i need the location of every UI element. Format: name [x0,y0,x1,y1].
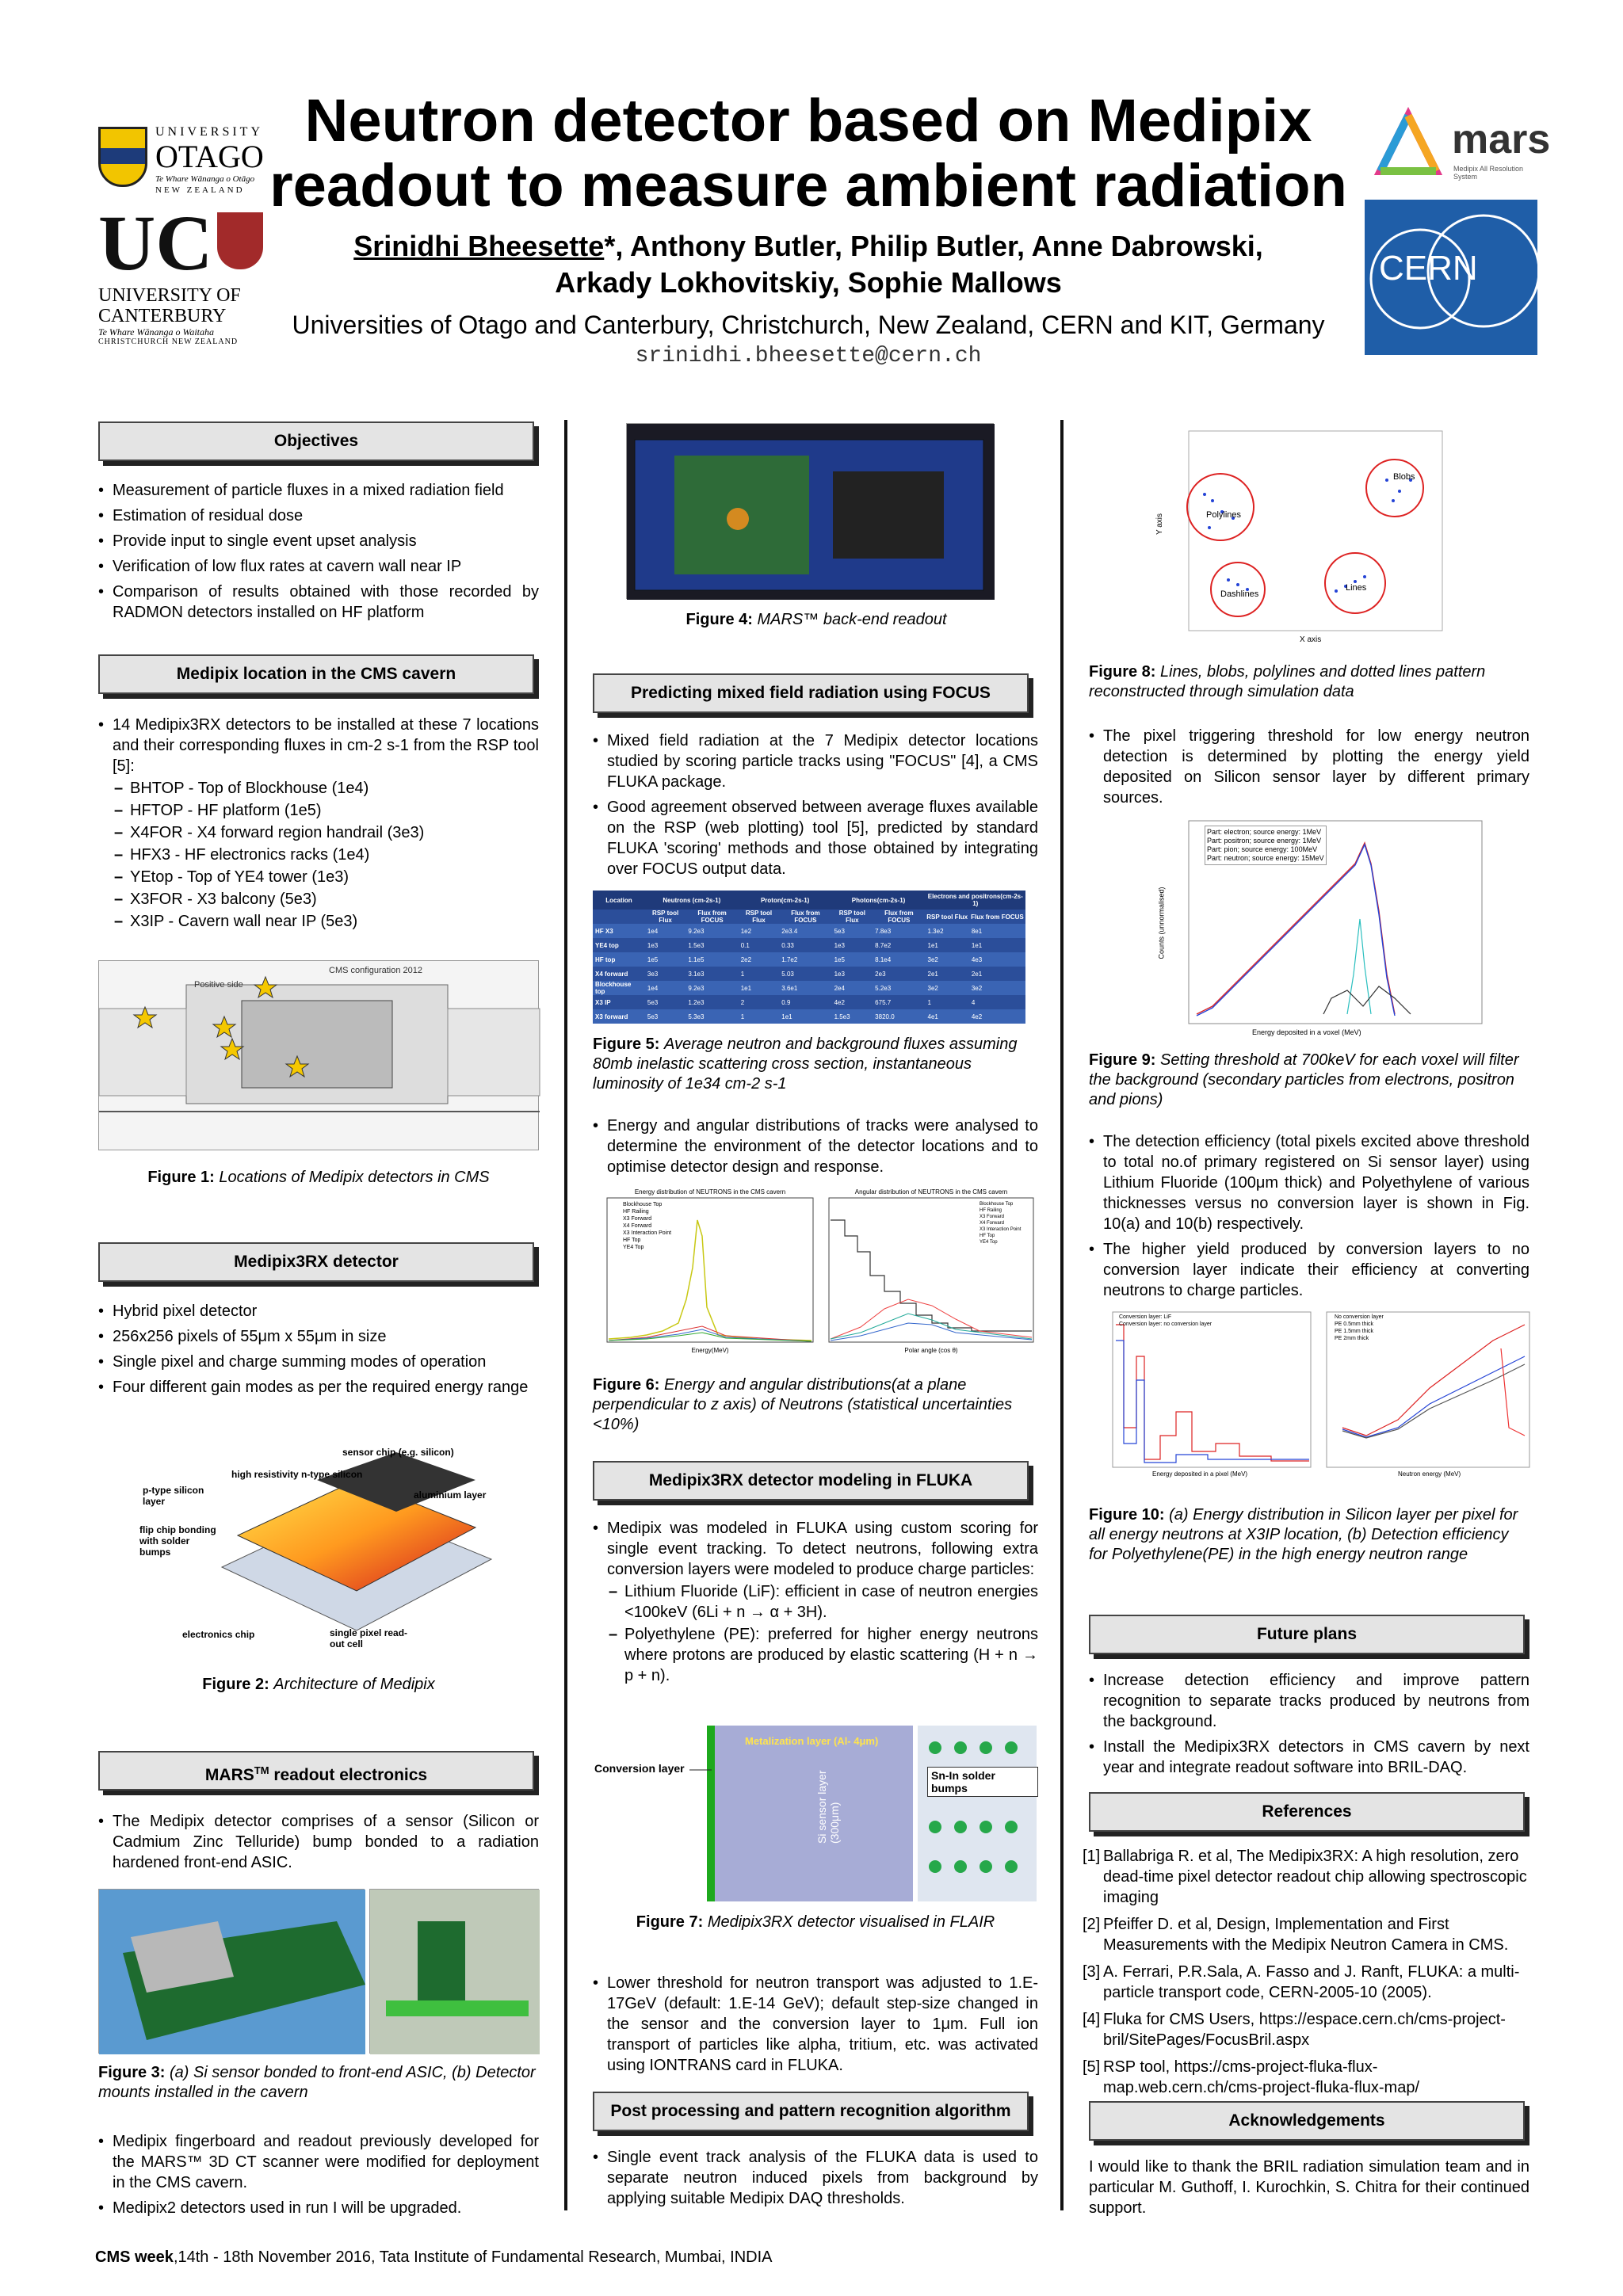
table-cell: 4e2 [834,998,845,1006]
section-title-post: Post processing and pattern recognition algorithm [593,2092,1029,2131]
table-cell: X3 IP [595,998,611,1006]
list-item: • 256x256 pixels of 55μm x 55μm in size [98,1326,539,1347]
figure-9-caption: Figure 9: Setting threshold at 700keV for each voxel will filter the background (secondary particles from electrons, positron and pions) [1089,1051,1519,1108]
table-subheader: Flux from FOCUS [884,910,914,924]
readout-list [98,2131,539,2223]
future-list [1089,1670,1529,1783]
table-cell: 1e3 [647,941,659,949]
list-item: • Good agreement observed between average fluxes available on the RSP (web plotting) tool [5], predicted by standard FLUKA 'scoring' methods and those obtained by integrating over FOCUS output data. [593,797,1038,879]
table-cell: 2e2 [740,955,752,963]
table-cell: 3e2 [927,984,938,992]
table-cell: 1e3 [834,970,845,978]
table-cell: X3 forward [595,1013,628,1020]
reference-item [1083,2057,1529,2098]
objectives-list [98,480,539,627]
fig9-legend: Part: electron; source energy: 1MeV Part: positron; source energy: 1MeV Part: pion; source energy: 100MeV Part: neutron; source energy: 15MeV [1205,826,1327,865]
table-row [593,995,1025,1009]
figure-1-inner-title: CMS configuration 2012 [329,966,423,975]
reference-number: [1] [1083,1848,1101,1865]
list-item: • Medipix fingerboard and readout previously developed for the MARS™ 3D CT scanner were modified for deployment in the CMS cavern. [98,2131,539,2193]
fig7-sensor-label: Si sensor layer (300μm) [815,1770,841,1844]
table-cell: 7.8e3 [875,927,892,935]
figure-2-caption: Figure 2: Architecture of Medipix [202,1676,435,1693]
readout-para [98,1811,539,1878]
table-cell: 3.6e1 [781,984,798,992]
table-cell: 1e1 [971,941,983,949]
location-list [98,715,539,936]
mars-triangle-icon [1365,100,1452,187]
fluka-list [593,1518,1038,1691]
reference-text: Fluka for CMS Users, https://espace.cern.ch/cms-project-bril/SitePages/FocusBril.aspx [1103,2011,1506,2049]
table-cell: 5.2e3 [875,984,892,992]
figure-10-caption: Figure 10: (a) Energy distribution in Silicon layer per pixel for all energy neutrons at X3IP location, (b) Detection efficiency for Polyethylene(PE) in the high energy neutron range [1089,1506,1518,1563]
table-cell: 3e2 [971,984,983,992]
list-item: • 14 Medipix3RX detectors to be installed at these 7 locations and their corresponding fluxes in cm-2 s-1 from the RSP tool [5]: – BHTOP - Top of Blockhouse (1e4) – HFTOP - HF platform (1e5) – X4FOR - X4 forward region handrail (3e3) – HFX3 - HF electronics racks (1e4) – YEtop - Top of YE4 tower (1e3) – X3FOR - X3 balcony (5e3) – X3IP - Cavern wall near IP (5e3) [98,715,539,932]
table-subheader: Flux from FOCUS [697,910,727,924]
list-item: • The higher yield produced by conversion layers to no conversion layer indicate their efficiency at converting neutrons to charge particles. [1089,1239,1529,1301]
figure-3b-image [369,1889,539,2054]
sublist-item: – Polyethylene (PE): preferred for higher energy neutrons where protons are produced by elastic scattering (H + n → p + n). [607,1624,1038,1686]
sublist-item: – X3FOR - X3 balcony (5e3) [113,889,539,910]
figure-9-image [1157,816,1490,1046]
otago-shield-icon [98,127,147,187]
table-cell: 4 [971,998,976,1006]
figure-7-image [594,1724,1038,1903]
table-cell: 0.9 [781,998,791,1006]
table-cell: 1.3e2 [927,927,944,935]
table-cell: 1.5e3 [834,1013,850,1020]
mars-logo-subtitle: Medipix All Resolution System [1453,165,1524,181]
list-item: • Medipix2 detectors used in run I will be upgraded. [98,2198,539,2218]
section-title-location: Medipix location in the CMS cavern [98,654,534,694]
table-cell: 3.1e3 [688,970,705,978]
mars-logo [1365,100,1551,195]
reference-item [1083,1914,1529,1955]
table-subheader: RSP tool Flux [838,910,865,924]
section-title-readout: MARS™ readout electronics [98,1751,534,1791]
reference-text: Ballabriga R. et al, The Medipix3RX: A high resolution, zero dead-time pixel detector readout chip allowing spectroscopic imaging [1103,1848,1527,1906]
table-cell: 5e3 [647,998,659,1006]
table-cell: 4e1 [927,1013,938,1020]
fig6b-xlabel: Polar angle (cos θ) [904,1347,958,1354]
table-cell: 1e1 [781,1013,792,1020]
cern-logo [1365,200,1537,355]
label-electronics-chip: electronics chip [182,1629,255,1640]
list-item: • Mixed field radiation at the 7 Medipix detector locations studied by scoring particle tracks using "FOCUS" [4], a CMS FLUKA package. [593,730,1038,792]
sublist-item: – BHTOP - Top of Blockhouse (1e4) [113,778,539,799]
table-cell: 3820.0 [875,1013,895,1020]
table-subheader: Flux from FOCUS [791,910,820,924]
table-cell: 1e1 [740,984,752,992]
otago-logo-line1: UNIVERSITY [155,125,263,139]
reference-text: A. Ferrari, P.R.Sala, A. Fasso and J. Ranft, FLUKA: a multi-particle transport code, CERN-2005-10 (2005). [1103,1963,1520,2001]
uc-logo-text: UC [98,199,213,287]
table-cell: 1 [927,998,931,1006]
table-header: Electrons and positrons(cm-2s-1) [927,893,1023,907]
table-cell: 1 [740,970,745,978]
fig9-ylabel: Counts (unnormalised) [1157,887,1166,959]
focus-list-2 [593,1116,1038,1182]
table-cell: 1e5 [834,955,845,963]
fig10a-xlabel: Energy deposited in a pixel (MeV) [1152,1470,1248,1478]
table-cell: 5.03 [781,970,794,978]
list-item: • Install the Medipix3RX detectors in CMS cavern by next year and integrate readout software into BRIL-DAQ. [1089,1737,1529,1778]
fig10b-legend: No conversion layer PE 0.5mm thick PE 1.5mm thick PE 2mm thick [1335,1314,1384,1341]
table-header: Proton(cm-2s-1) [760,896,810,904]
figure-4-image [626,423,994,599]
section-title-references: References [1089,1792,1525,1832]
sublist-item: – Lithium Fluoride (LiF): efficient in case of neutron energies <100keV (6Li + n → α + 3H). [607,1581,1038,1623]
table-cell: HF top [595,955,616,963]
table-cell: 1.5e3 [688,941,705,949]
figure-1-inner-label: Positive side [194,980,243,990]
fig7-metal-label: Metalization layer (Al- 4μm) [745,1735,879,1747]
table-cell: 1e2 [740,927,752,935]
list-item: • Lower threshold for neutron transport was adjusted to 1.E-17GeV (default: 1.E-14 GeV); default step-size changed in the sensor and the conversion layer to 1μm. Full ion transport of particles like alpha, tritium, etc. was activated using IONTRANS card in FLUKA. [593,1973,1038,2076]
author-list: Srinidhi Bheesette*, Anthony Butler, Philip Butler, Anne Dabrowski, Arkady Lokhovitskiy, Sophie Mallows [353,230,1263,299]
fluka-sublist [607,1581,1038,1686]
table-row [593,1009,1025,1024]
acknowledgements-text: I would like to thank the BRIL radiation simulation team and in particular M. Guthoff, I. Kurochkin, S. Chitra for their continued support. [1089,2158,1529,2217]
first-author: Srinidhi Bheesette [353,230,605,262]
table-cell: HF X3 [595,927,613,935]
fig6a-legend: Blockhouse Top HF Railing X3 Forward X4 Forward X3 Interaction Point HF Top YE4 Top [623,1202,672,1250]
section-title-detector: Medipix3RX detector [98,1242,534,1282]
sublist-item: – HFX3 - HF electronics racks (1e4) [113,845,539,865]
reference-text: Pfeiffer D. et al, Design, Implementation and First Measurements with the Medipix Neutron Camera in CMS. [1103,1916,1509,1954]
footer: CMS week,14th - 18th November 2016, Tata Institute of Fundamental Research, Mumbai, INDIA [95,2248,773,2266]
mars-logo-text: mars [1452,116,1551,162]
figure-8-caption: Figure 8: Lines, blobs, polylines and dotted lines pattern reconstructed through simulation data [1089,663,1486,700]
col3-list-1 [1089,726,1529,813]
canterbury-logo [98,199,273,346]
figure-7-caption: Figure 7: Medipix3RX detector visualised in FLAIR [636,1913,995,1931]
affiliation: Universities of Otago and Canterbury, Christchurch, New Zealand, CERN and KIT, Germany [292,311,1325,339]
reference-number: [4] [1083,2011,1101,2028]
table-cell: 8.7e2 [875,941,892,949]
list-item: • Single pixel and charge summing modes of operation [98,1352,539,1372]
sublist-item: – X3IP - Cavern wall near IP (5e3) [113,911,539,932]
label-single-pixel: single pixel read-out cell [330,1627,408,1650]
otago-logo-line3: Te Whare Wānanga o Otāgo [155,174,255,184]
list-item: • Hybrid pixel detector [98,1301,539,1322]
table-header: Photons(cm-2s-1) [851,896,906,904]
uc-logo-location: CHRISTCHURCH NEW ZEALAND [98,338,239,346]
table-cell: 8e1 [971,927,983,935]
table-cell: X4 forward [595,970,628,978]
sublist-item: – HFTOP - HF platform (1e5) [113,800,539,821]
figure-1-image [98,960,539,1150]
table-cell: 1e3 [834,941,845,949]
fig8-xlabel: X axis [1300,635,1322,644]
column-divider [1060,420,1064,2210]
figure-3-caption: Figure 3: (a) Si sensor bonded to front-end ASIC, (b) Detector mounts installed in the cavern [98,2064,536,2101]
col3-list-2 [1089,1131,1529,1306]
list-item: • Verification of low flux rates at cavern wall near IP [98,556,539,577]
section-title-future: Future plans [1089,1615,1525,1654]
table-cell: 1.1e5 [688,955,705,963]
focus-list [593,730,1038,884]
fluka-list-2 [593,1973,1038,2081]
table-cell: 3e2 [927,955,938,963]
label-aluminium: aluminium layer [414,1489,487,1501]
table-cell: 5.3e3 [688,1013,705,1020]
table-cell: 8.1e4 [875,955,892,963]
section-title-objectives: Objectives [98,421,534,461]
table-row [593,938,1025,952]
flux-table-body [593,924,1025,1024]
location-sublist [113,778,539,932]
table-cell: 4e2 [971,1013,983,1020]
list-item: • Four different gain modes as per the required energy range [98,1377,539,1398]
fig6a-xlabel: Energy(MeV) [691,1347,729,1354]
section-title-focus: Predicting mixed field radiation using FOCUS [593,673,1029,713]
table-cell: 2 [740,998,745,1006]
figure-4-caption: Figure 4: MARS™ back-end readout [685,611,947,628]
figure-1-caption: Figure 1: Locations of Medipix detectors in CMS [147,1169,490,1186]
table-header: Neutrons (cm-2s-1) [663,896,721,904]
table-cell: 0.1 [740,941,750,949]
table-cell: 2e3 [875,970,886,978]
table-cell: 9.2e3 [688,984,705,992]
figure-2-image [139,1447,507,1654]
table-cell: 4e3 [971,955,983,963]
table-cell: 1.7e2 [781,955,798,963]
fig9-xlabel: Energy deposited in a voxel (MeV) [1252,1028,1361,1036]
table-cell: 1e4 [647,927,659,935]
otago-logo-line4: NEW ZEALAND [155,185,245,195]
fig8-label-blobs: Blobs [1393,472,1415,482]
uc-logo-maori: Te Whare Wānanga o Waitaha [98,326,215,338]
reference-text: RSP tool, https://cms-project-fluka-flux-map.web.cern.ch/cms-project-fluka-flux-map/ [1103,2058,1420,2096]
reference-item [1083,1962,1529,2003]
table-cell: 1e1 [927,941,938,949]
list-item: • Estimation of residual dose [98,505,539,526]
table-cell: YE4 top [595,941,619,949]
cern-logo-text: CERN [1379,249,1478,288]
sublist-item: – X4FOR - X4 forward region handrail (3e3) [113,822,539,843]
table-cell: Blockhouse top [595,981,632,995]
fig8-label-dashlines: Dashlines [1220,589,1259,599]
fig6b-title: Angular distribution of NEUTRONS in the CMS cavern [854,1188,1008,1196]
column-divider [564,420,567,2210]
table-subheader: RSP tool Flux [745,910,773,924]
table-cell: 5e3 [647,1013,659,1020]
figure-3a-image [98,1889,365,2054]
fig10a-legend: Conversion layer: LiF Conversion layer: no conversion layer [1119,1314,1212,1327]
contact-email[interactable]: srinidhi.bheesette@cern.ch [635,344,982,368]
table-subheader: RSP tool Flux [652,910,679,924]
table-cell: 1e5 [647,955,659,963]
table-row [593,967,1025,981]
list-item: • Increase detection efficiency and improve pattern recognition to separate tracks produced by neutrons from the background. [1089,1670,1529,1732]
table-header: Location [605,896,632,904]
post-list [593,2147,1038,2214]
reference-number: [5] [1083,2058,1101,2076]
table-subheader: Flux from FOCUS [971,913,1024,921]
table-cell: 2e1 [971,970,983,978]
table-cell: 1e4 [647,984,659,992]
uc-logo-name: UNIVERSITY OF CANTERBURY [98,285,241,326]
reference-item [1083,2009,1529,2050]
table-row [593,952,1025,967]
figure-6-image [599,1188,1033,1358]
references-list [1083,1846,1529,2104]
list-item: • Energy and angular distributions of tracks were analysed to determine the environment of the detector locations and to optimise detector design and response. [593,1116,1038,1177]
table-row [593,924,1025,938]
table-cell: 3e3 [647,970,659,978]
label-high-resistivity: high resistivity n-type silicon [231,1469,363,1480]
table-cell: 1.2e3 [688,998,705,1006]
figure-5-caption: Figure 5: Average neutron and background fluxes assuming 80mb inelastic scattering cross section, instantaneous luminosity of 1e34 cm-2 s-1 [593,1035,1018,1093]
fig6a-title: Energy distribution of NEUTRONS in the CMS cavern [634,1188,786,1196]
label-sensor-chip: sensor chip (e.g. silicon) [342,1447,454,1458]
reference-number: [2] [1083,1916,1101,1933]
otago-logo-line2: OTAGO [155,139,264,174]
table-cell: 2e1 [927,970,938,978]
table-cell: 5e3 [834,927,845,935]
table-row [593,981,1025,995]
table-cell: 1 [740,1013,745,1020]
table-cell: 0.33 [781,941,794,949]
fig8-ylabel: Y axis [1155,513,1165,536]
section-title-fluka: Medipix3RX detector modeling in FLUKA [593,1461,1029,1501]
table-subheader: RSP tool Flux [926,913,968,921]
reference-number: [3] [1083,1963,1101,1981]
fig7-bumps-label: Sn-In solder bumps [927,1767,1038,1797]
table-cell: 675.7 [875,998,892,1006]
uc-crest-icon [217,212,263,269]
list-item: • The pixel triggering threshold for low energy neutron detection is determined by plotting the energy yield deposited on Silicon sensor layer by different primary sources. [1089,726,1529,808]
section-title-acknowledgements: Acknowledgements [1089,2101,1525,2141]
fig7-conversion-label: Conversion layer [594,1762,685,1775]
label-p-type: p-type silicon layer [143,1485,204,1507]
table-cell: 9.2e3 [688,927,705,935]
list-item: • Provide input to single event upset analysis [98,531,539,551]
list-item: • The detection efficiency (total pixels excited above threshold to total no.of primary registered on Si sensor layer) using Lithium Fluoride (100μm thick) and Polyethylene of various thicknesses versus no conversion layer is shown in Fig. 10(a) and 10(b) respectively. [1089,1131,1529,1234]
table-cell: 2e3.4 [781,927,798,935]
fig8-label-polylines: Polylines [1206,510,1242,520]
list-item: • The Medipix detector comprises of a sensor (Silicon or Cadmium Zinc Telluride) bump bonded to a radiation hardened front-end ASIC. [98,1811,539,1873]
list-item: • Single event track analysis of the FLUKA data is used to separate neutron induced pixels from background by applying suitable Medipix DAQ thresholds. [593,2147,1038,2209]
list-item: • Medipix was modeled in FLUKA using custom scoring for single event tracking. To detect neutrons, following extra conversion layers were modeled to produce charge particles: – Lithium Fluoride (LiF): efficient in case of neutron energies <100keV (6Li + n → α + 3H). – Polyethylene (PE): preferred for higher energy neutrons where protons are produced by elastic scattering (H + n → p + n). [593,1518,1038,1686]
fig8-label-lines: Lines [1346,583,1367,593]
detector-list [98,1301,539,1402]
table-cell: 2e4 [834,984,845,992]
poster-title: Neutron detector based on Medipix readout to measure ambient radiation [269,87,1347,219]
figure-10-image [1097,1309,1529,1480]
list-item: • Measurement of particle fluxes in a mixed radiation field [98,480,539,501]
flux-table [593,891,1025,1024]
figure-8-image [1157,425,1450,653]
sublist-item: – YEtop - Top of YE4 tower (1e3) [113,867,539,887]
reference-item [1083,1846,1529,1908]
figure-6-caption: Figure 6: Energy and angular distributions(at a plane perpendicular to z axis) of Neutrons (statistical uncertainties <10%) [593,1376,1013,1433]
fig6b-legend: Blockhouse Top HF Railing X3 Forward X4 Forward X3 Interaction Point HF Top YE4 Top [980,1202,1022,1245]
label-flip-chip: flip chip bonding with solder bumps [139,1524,216,1558]
fig10b-xlabel: Neutron energy (MeV) [1398,1470,1461,1478]
list-item: • Comparison of results obtained with those recorded by RADMON detectors installed on HF platform [98,582,539,623]
